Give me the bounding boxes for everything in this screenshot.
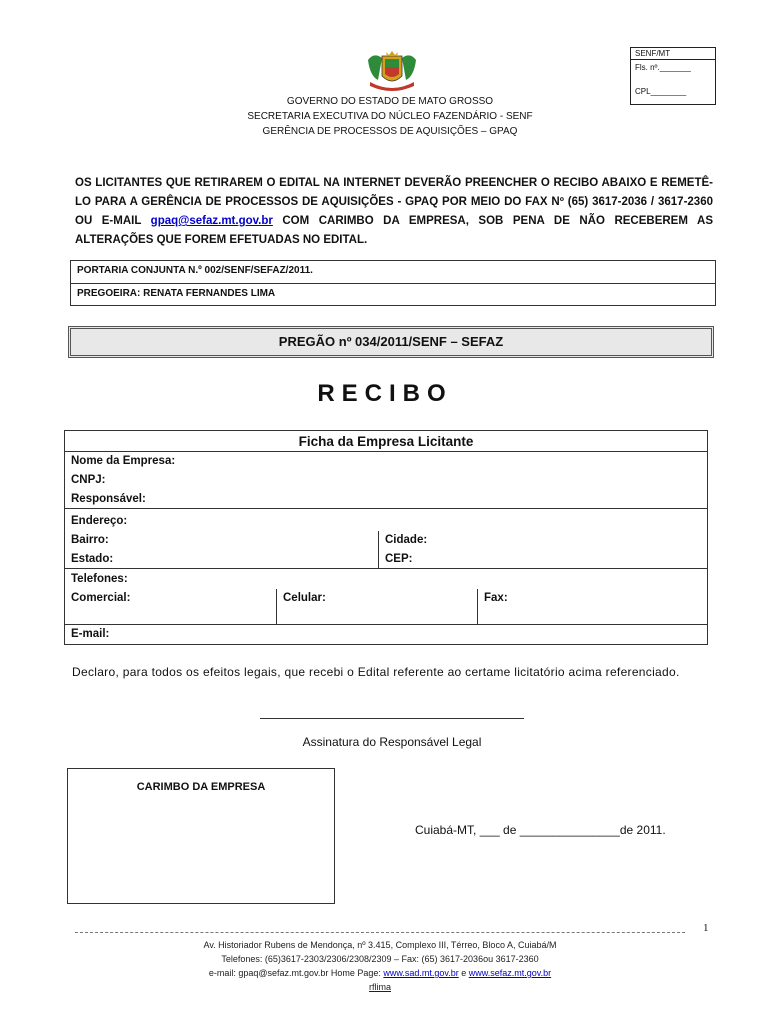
notice-text-before: OS LICITANTES QUE RETIRAREM O EDITAL NA INTERNET DEVERÃO PREENCHER O RECIBO ABAIXO E REMETÊ-LO PARA A GERÊNCIA DE PROCESSOS DE AQUISIÇÕES - GPAQ POR MEIO DO FAX Nº (65) 3617-2036 / 3617-2360 OU E-MAIL — [75, 177, 713, 227]
secretariat-name: SECRETARIA EXECUTIVA DO NÚCLEO FAZENDÁRIO - SENF — [247, 111, 533, 122]
company-name-field[interactable]: Nome da Empresa: — [71, 455, 176, 467]
stamp-cpl: CPL________ — [635, 87, 687, 96]
commercial-phone-field[interactable]: Comercial: — [65, 589, 277, 624]
notice-text-after: COM CARIMBO DA EMPRESA, SOB PENA DE NÃO RECEBEREM AS ALTERAÇÕES QUE FOREM EFETUADAS NO EDITAL. — [75, 215, 713, 246]
stamp-fls: Fls. nº._______ — [635, 63, 691, 72]
phones-row — [65, 589, 707, 625]
government-name: GOVERNO DO ESTADO DE MATO GROSSO — [286, 96, 494, 107]
address-field[interactable]: Endereço: — [71, 515, 128, 527]
footer-and: e — [458, 968, 469, 978]
portaria-number: PORTARIA CONJUNTA N.º 002/SENF/SEFAZ/2011. — [77, 265, 313, 276]
pregoeira-name: PREGOEIRA: RENATA FERNANDES LIMA — [71, 283, 715, 305]
company-stamp-label: CARIMBO DA EMPRESA — [136, 781, 266, 793]
portaria-table — [70, 260, 716, 306]
page-number: 1 — [703, 922, 709, 934]
neighborhood-field[interactable]: Bairro: — [65, 531, 379, 550]
protocol-stamp-box — [630, 47, 716, 105]
state-zip-row — [65, 550, 707, 569]
email-field[interactable]: E-mail: — [71, 628, 110, 640]
notice-paragraph — [75, 174, 713, 250]
declaration-text: Declaro, para todos os efeitos legais, que recebi o Edital referente ao certame licitatório acima referenciado. — [72, 665, 680, 679]
zip-field[interactable]: CEP: — [385, 553, 413, 565]
footer-link-sefaz[interactable]: www.sefaz.mt.gov.br — [468, 968, 552, 978]
footer-divider — [75, 932, 685, 933]
footer-email: e-mail: gpaq@sefaz.mt.gov.br Home Page: — [208, 968, 384, 978]
signature-label: Assinatura do Responsável Legal — [302, 735, 482, 749]
fax-field[interactable]: Fax: — [484, 592, 508, 604]
neighborhood-city-row — [65, 531, 707, 550]
document-title: RECIBO — [317, 380, 453, 407]
notice-email-link[interactable]: gpaq@sefaz.mt.gov.br — [150, 215, 273, 227]
city-field[interactable]: Cidade: — [385, 534, 428, 546]
date-line: Cuiabá-MT, ___ de _______________de 2011. — [415, 823, 666, 837]
footer-web — [75, 966, 685, 980]
footer-phones: Telefones: (65)3617-2303/2306/2308/2309 – Fax: (65) 3617-2036ou 3617-2360 — [221, 954, 539, 964]
company-stamp-box[interactable] — [67, 768, 335, 904]
mobile-phone-field[interactable]: Celular: — [277, 589, 478, 624]
management-name: GERÊNCIA DE PROCESSOS DE AQUISIÇÕES – GPAQ — [262, 126, 518, 137]
footer — [75, 938, 685, 994]
footer-initials: rflima — [369, 982, 391, 992]
footer-link-sad[interactable]: www.sad.mt.gov.br — [383, 968, 459, 978]
government-header — [170, 94, 610, 139]
cnpj-field[interactable]: CNPJ: — [71, 474, 106, 486]
footer-address: Av. Historiador Rubens de Mendonça, nº 3.415, Complexo III, Térreo, Bloco A, Cuiabá/M — [203, 940, 557, 950]
state-field[interactable]: Estado: — [65, 550, 379, 568]
form-heading: Ficha da Empresa Licitante — [65, 431, 707, 452]
stamp-org: SENF/MT — [631, 48, 715, 60]
company-form — [64, 430, 708, 645]
responsible-field[interactable]: Responsável: — [65, 490, 707, 509]
phones-label: Telefones: — [71, 573, 128, 585]
state-coat-of-arms-icon — [364, 50, 420, 92]
signature-line[interactable] — [260, 718, 524, 719]
pregao-banner: PREGÃO nº 034/2011/SENF – SEFAZ — [68, 326, 714, 358]
